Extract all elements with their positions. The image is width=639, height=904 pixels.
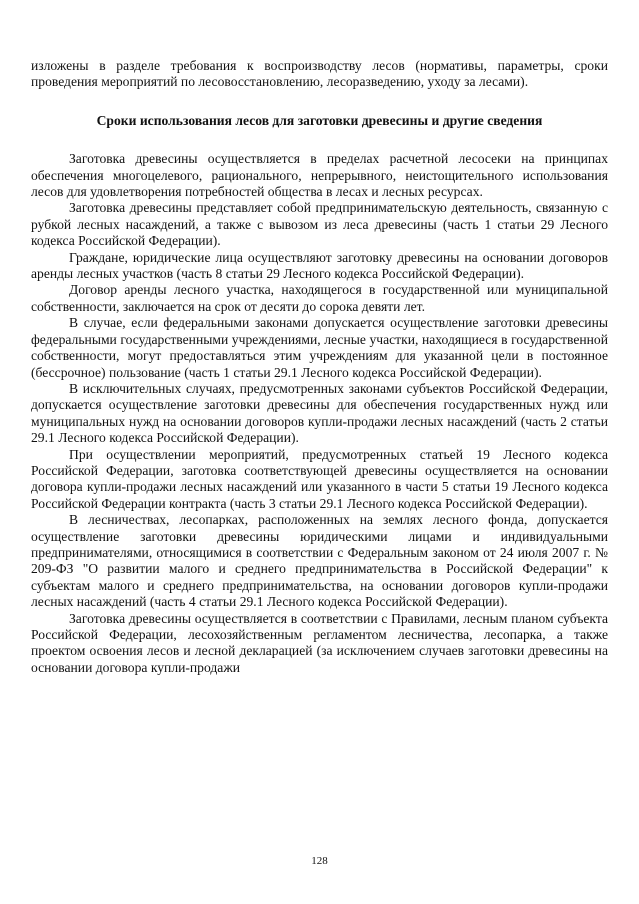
paragraph-4: Договор аренды лесного участка, находящегося в государственной или муниципальной собственности, заключается на срок от десяти до сорока девяти лет. bbox=[31, 282, 608, 314]
section-heading: Сроки использования лесов для заготовки древесины и другие сведения bbox=[96, 112, 543, 128]
paragraph-7: При осуществлении мероприятий, предусмотренных статьей 19 Лесного кодекса Российской Федерации, заготовка соответствующей древесины осуществляется на основании договора купли-продажи лесных насаждений или указанного в части 5 статьи 19 Лесного кодекса Российской Федерации контракта (часть 3 статьи 29.1 Лесного кодекса Российской Федерации). bbox=[31, 446, 608, 511]
paragraph-8: В лесничествах, лесопарках, расположенных на землях лесного фонда, допускается осуществление заготовки древесины юридическими лицами и индивидуальными предпринимателями, относящимися в соответствии с Федеральным законом от 24 июля 2007 г. № 209-ФЗ "О развитии малого и среднего предпринимательства в Российской Федерации" к субъектам малого и среднего предпринимательства, на основании договоров купли-продажи лесных насаждений (часть 4 статьи 29.1 Лесного кодекса Российской Федерации). bbox=[31, 512, 608, 610]
paragraph-5: В случае, если федеральными законами допускается осуществление заготовки древесины федеральными государственными учреждениями, лесные участки, находящиеся в государственной собственности, могут предоставляться этим учреждениям для указанной цели в постоянное (бессрочное) пользование (часть 1 статьи 29.1 Лесного кодекса Российской Федерации). bbox=[31, 315, 608, 380]
paragraph-3: Граждане, юридические лица осуществляют заготовку древесины на основании договоров аренды лесных участков (часть 8 статьи 29 Лесного кодекса Российской Федерации). bbox=[31, 249, 608, 282]
page-number: 128 bbox=[311, 855, 328, 867]
paragraph-2: Заготовка древесины представляет собой предпринимательскую деятельность, связанную с рубкой лесных насаждений, а также с вывозом из леса древесины (часть 1 статьи 29 Лесного кодекса Российской Федерации). bbox=[31, 200, 608, 249]
paragraph-9: Заготовка древесины осуществляется в соответствии с Правилами, лесным планом субъекта Российской Федерации, лесохозяйственным регламентом лесничества, лесопарка, а также проектом освоения лесов и лесной декларацией (за исключением случаев заготовки древесины на основании договора купли-продажи bbox=[31, 610, 608, 675]
document-page bbox=[31, 58, 608, 676]
intro-paragraph: изложены в разделе требования к воспроизводству лесов (нормативы, параметры, сроки проведения мероприятий по лесовосстановлению, лесоразведению, уходу за лесами). bbox=[31, 58, 608, 90]
paragraph-1: Заготовка древесины осуществляется в пределах расчетной лесосеки на принципах обеспечения многоцелевого, рационального, непрерывного, неистощительного использования лесов для удовлетворения потребностей общества в лесах и лесных ресурсах. bbox=[31, 151, 608, 200]
paragraph-6: В исключительных случаях, предусмотренных законами субъектов Российской Федерации, допускается осуществление заготовки древесины для обеспечения государственных нужд или муниципальных нужд на основании договоров купли-продажи лесных насаждений (часть 2 статьи 29.1 Лесного кодекса Российской Федерации). bbox=[31, 380, 608, 446]
